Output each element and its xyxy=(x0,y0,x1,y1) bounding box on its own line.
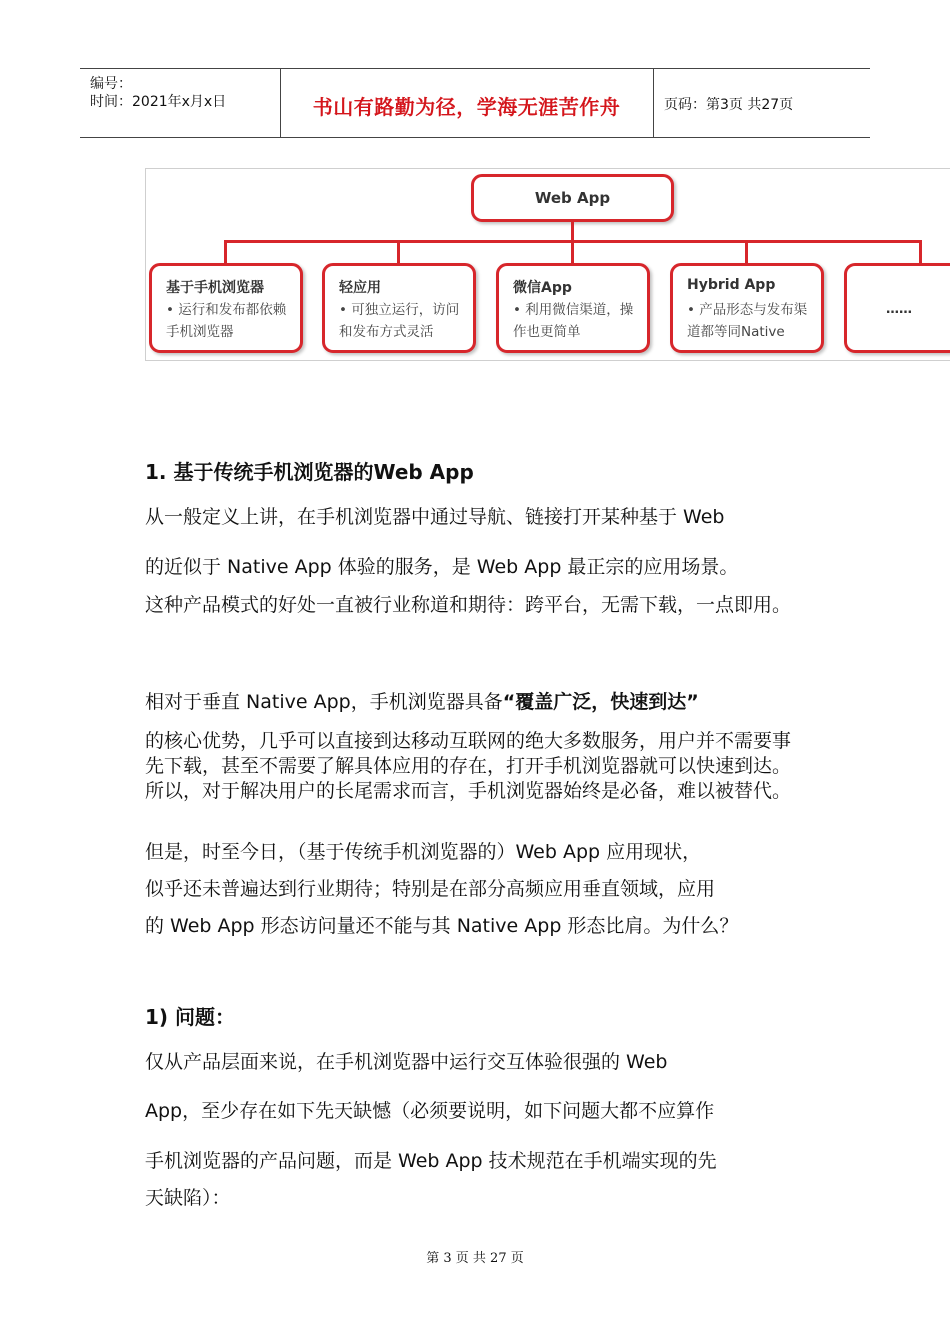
number-label: 编号： xyxy=(90,76,132,92)
node-title: Hybrid App xyxy=(687,277,776,293)
node-desc: • 运行和发布都依赖手机浏览器 xyxy=(166,302,287,340)
paragraph-line xyxy=(145,690,699,715)
paragraph-line: 似乎还未普遍达到行业期待；特别是在部分高频应用垂直领域，应用 xyxy=(145,878,716,900)
connector-drop xyxy=(397,240,400,264)
paragraph-text: 相对于垂直 Native App，手机浏览器具备 xyxy=(145,691,503,713)
diagram-root-node xyxy=(471,174,674,222)
diagram-node-browser xyxy=(149,263,303,353)
header-page-cell xyxy=(654,69,870,137)
diagram-node-more xyxy=(844,263,950,353)
paragraph: 这种产品模式的好处一直被行业称道和期待：跨平台，无需下载，一点即用。 xyxy=(145,594,792,616)
paragraph-line: 的 Web App 形态访问量还不能与其 Native App 形态比肩。为什么？ xyxy=(145,915,739,937)
paragraph: 的核心优势，几乎可以直接到达移动互联网的绝大多数服务，用户并不需要事先下载，甚至不需要了解具体应用的存在，打开手机浏览器就可以快速到达。所以，对于解决用户的长尾需求而言，手机浏览器始终是必备，难以被替代。 xyxy=(145,730,792,802)
section-heading: 1. 基于传统手机浏览器的Web App xyxy=(145,460,474,484)
node-desc: • 利用微信渠道，操作也更简单 xyxy=(513,302,634,340)
paragraph-line: 仅从产品层面来说，在手机浏览器中运行交互体验很强的 Web xyxy=(145,1051,668,1073)
page-footer: 第 3 页 共 27 页 xyxy=(426,1251,524,1266)
motto: 书山有路勤为径，学海无涯苦作舟 xyxy=(312,95,621,119)
node-title: 微信App xyxy=(513,280,572,296)
connector-drop xyxy=(224,240,227,264)
header-motto-cell xyxy=(280,69,654,137)
paragraph-line: 但是，时至今日，（基于传统手机浏览器的）Web App 应用现状， xyxy=(145,841,702,863)
diagram-node-light-app xyxy=(322,263,476,353)
paragraph-line: 天缺陷）： xyxy=(145,1187,231,1209)
diagram-node-hybrid-app xyxy=(670,263,824,353)
header-meta-cell xyxy=(80,69,281,137)
emphasis-text: “覆盖广泛，快速到达” xyxy=(502,691,699,713)
connector-drop xyxy=(571,240,574,264)
page-info: 页码：第3页 共27页 xyxy=(664,97,794,113)
node-desc: • 产品形态与发布渠道都等同Native xyxy=(687,302,808,340)
connector-drop xyxy=(919,240,922,264)
paragraph-line: 手机浏览器的产品问题，而是 Web App 技术规范在手机端实现的先 xyxy=(145,1150,717,1172)
node-title: 轻应用 xyxy=(339,280,381,296)
paragraph-line: 从一般定义上讲，在手机浏览器中通过导航、链接打开某种基于 Web xyxy=(145,506,725,528)
page-header xyxy=(80,68,870,138)
subsection-heading: 1) 问题： xyxy=(145,1005,236,1029)
paragraph-line: App，至少存在如下先天缺憾（必须要说明，如下问题大都不应算作 xyxy=(145,1100,715,1122)
web-app-diagram xyxy=(145,168,950,361)
paragraph-line: 的近似于 Native App 体验的服务，是 Web App 最正宗的应用场景。 xyxy=(145,556,739,578)
node-desc: • 可独立运行，访问和发布方式灵活 xyxy=(339,302,460,340)
node-title: 基于手机浏览器 xyxy=(166,280,264,296)
diagram-node-wechat-app xyxy=(496,263,650,353)
diagram-root-label: Web App xyxy=(534,189,611,207)
connector-vertical xyxy=(571,222,574,241)
node-more-label: …… xyxy=(886,302,912,317)
connector-drop xyxy=(745,240,748,264)
time-label: 时间：2021年x月x日 xyxy=(90,94,227,110)
